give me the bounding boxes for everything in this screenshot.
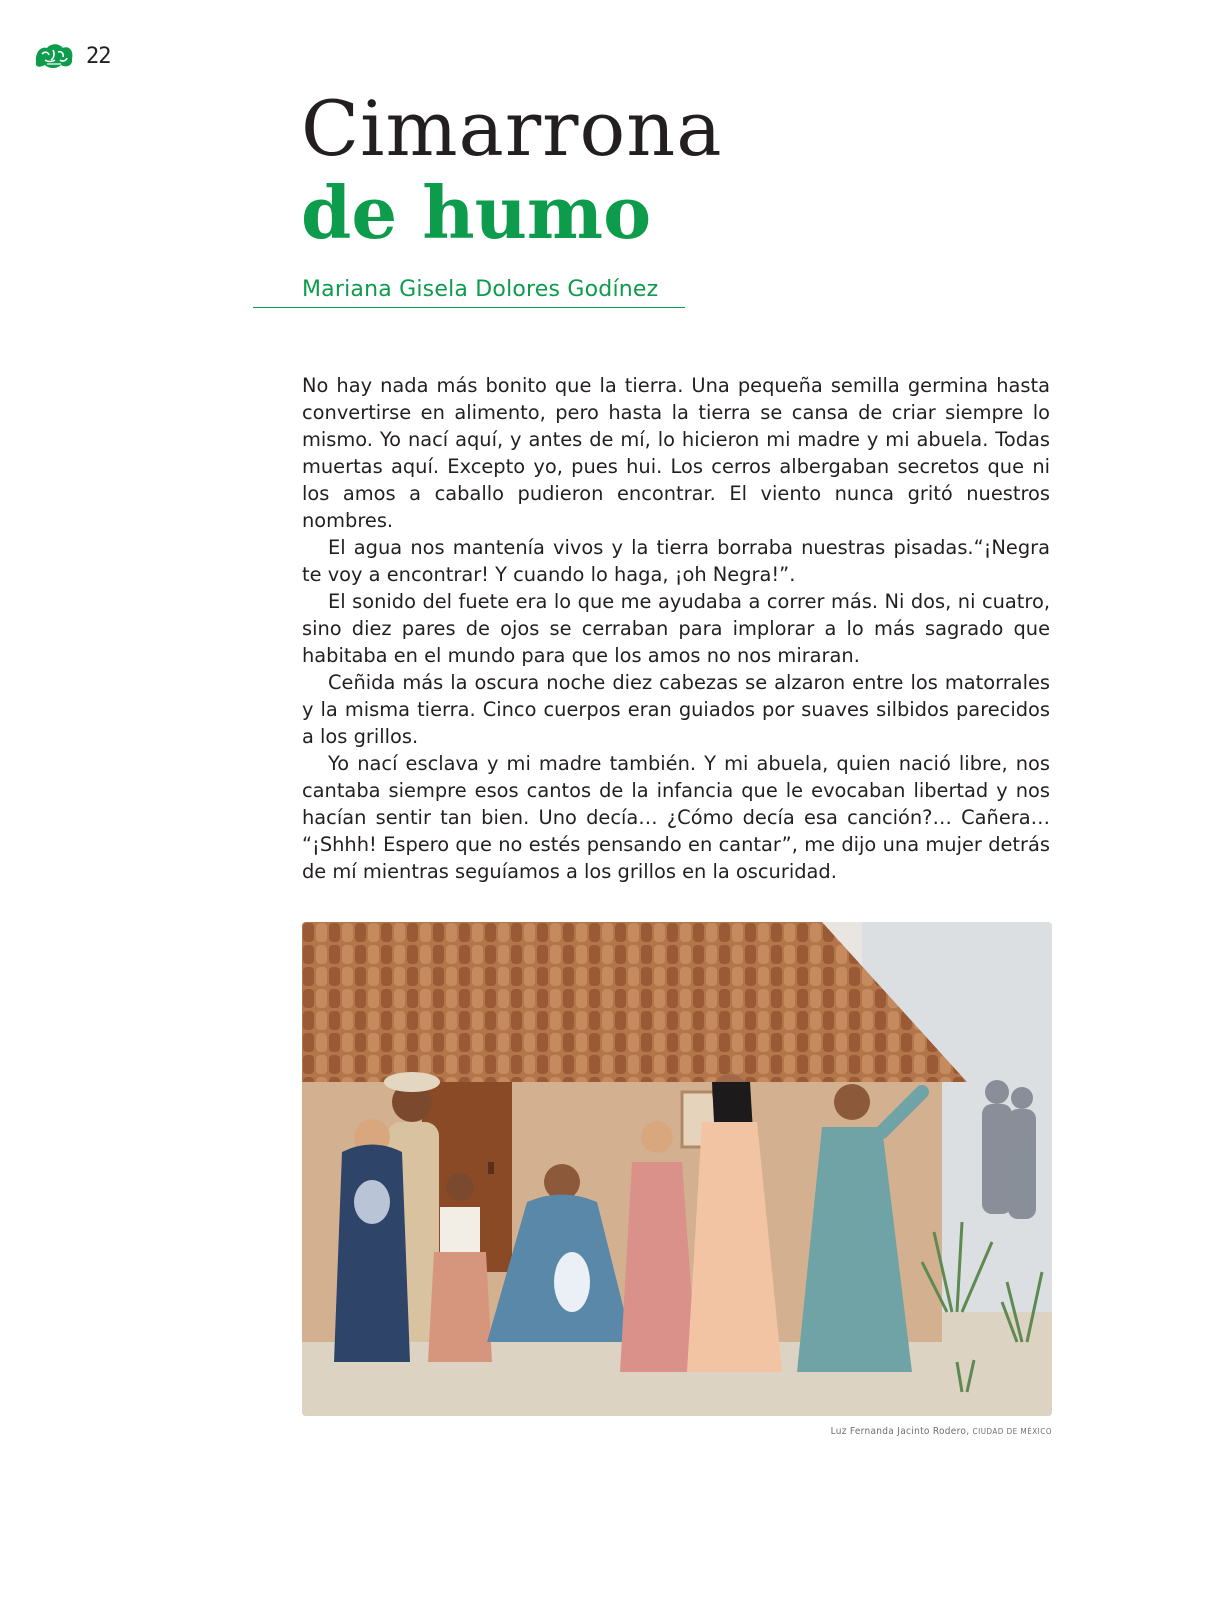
- story-body: [302, 372, 1050, 885]
- story-illustration: [302, 922, 1052, 1416]
- paragraph-1: No hay nada más bonito que la tierra. Una pequeña semilla germina hasta convertirse en alimento, pero hasta la tierra se cansa de criar siempre lo mismo. Yo nací aquí, y antes de mí, lo hicieron mi madre y mi abuela. Todas muertas aquí. Excepto yo, pues hui. Los cerros albergaban secretos que ni los amos a caballo pudieron encontrar. El viento nunca gritó nuestros nombres.: [302, 374, 1050, 532]
- title-line-1: Cimarrona: [301, 84, 723, 173]
- green-book-logo-icon: [33, 40, 75, 70]
- illustration-credit: [831, 1426, 1052, 1437]
- paragraph-3: El sonido del fuete era lo que me ayudaba a correr más. Ni dos, ni cuatro, sino diez pares de ojos se cerraban para implorar a lo más sagrado que habitaba en el mundo para que los amos no nos miraran.: [302, 590, 1050, 667]
- illustrator-name: Luz Fernanda Jacinto Rodero,: [830, 1426, 970, 1437]
- paragraph-2: El agua nos mantenía vivos y la tierra borraba nuestras pisadas.“¡Negra te voy a encontrar! Y cuando lo haga, ¡oh Negra!”.: [302, 536, 1050, 586]
- page-number: 22: [86, 44, 111, 69]
- paragraph-4: Ceñida más la oscura noche diez cabezas se alzaron entre los matorrales y la misma tierra. Cinco cuerpos eran guiados por suaves silbidos parecidos a los grillos.: [302, 671, 1050, 748]
- title-line-2: de humo: [301, 170, 652, 255]
- author-divider: [253, 307, 685, 308]
- author-name: Mariana Gisela Dolores Godínez: [302, 277, 659, 302]
- illustrator-place: CIUDAD DE MÉXICO: [972, 1427, 1052, 1436]
- paragraph-5: Yo nací esclava y mi madre también. Y mi abuela, quien nació libre, nos cantaba siempre esos cantos de la infancia que le evocaban libertad y nos hacían sentir tan bien. Uno decía… ¿Cómo decía esa canción?… Cañera… “¡Shhh! Espero que no estés pensando en cantar”, me dijo una mujer detrás de mí mientras seguíamos a los grillos en la oscuridad.: [302, 752, 1050, 883]
